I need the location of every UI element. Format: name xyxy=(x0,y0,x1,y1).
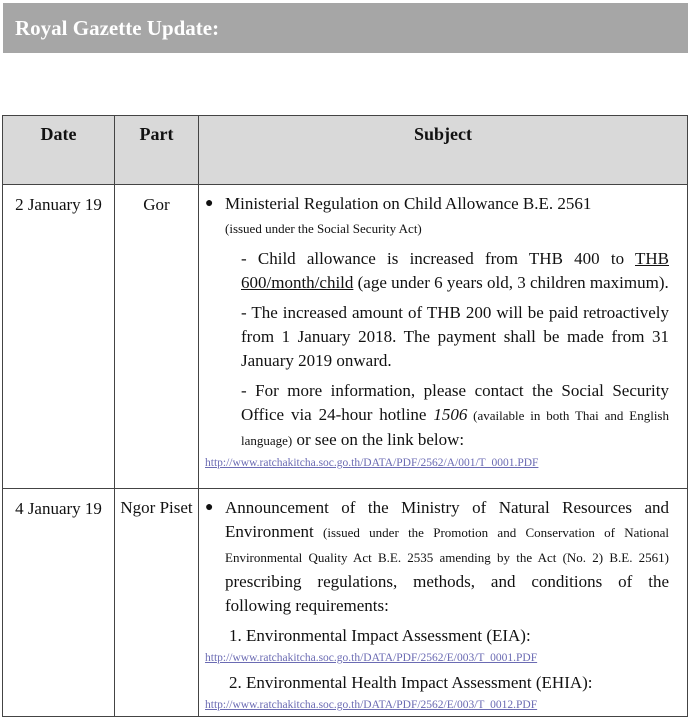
row-date xyxy=(3,185,115,489)
text: - For more information, please contact the Social Security Office via 24-hour hotline xyxy=(241,381,669,424)
hotline-number: 1506 xyxy=(433,405,468,424)
column-header-subject: Subject xyxy=(199,116,688,185)
text: (age under 6 years old, 3 children maximum). xyxy=(353,273,669,292)
header-bar xyxy=(3,3,688,53)
paragraph-contact xyxy=(205,379,669,453)
underlined-text: THB 600/month/child xyxy=(241,249,669,292)
gazette-link-eia[interactable]: http://www.ratchakitcha.soc.go.th/DATA/PDF/2562/E/003/T_0001.PDF xyxy=(205,652,538,664)
bullet-icon: ● xyxy=(205,500,214,515)
row-date xyxy=(3,489,115,717)
gazette-table xyxy=(2,115,688,717)
bullet-item xyxy=(205,192,669,241)
column-header-date: Date xyxy=(3,116,115,185)
table-header-row xyxy=(3,116,688,185)
column-header-part: Part xyxy=(115,116,199,185)
date-text: 2 January 19 xyxy=(15,195,102,214)
item-title-note: (issued under the Social Security Act) xyxy=(225,221,422,236)
part-text: Ngor Piset xyxy=(120,498,193,517)
row-part xyxy=(115,185,199,489)
table-row xyxy=(3,489,688,717)
date-text: 4 January 19 xyxy=(15,499,102,518)
small-text: (available in both Thai and English language) xyxy=(241,408,669,448)
table-row xyxy=(3,185,688,489)
paragraph-allowance xyxy=(205,247,669,295)
item-title: Ministerial Regulation on Child Allowance B.E. 2561 xyxy=(225,194,592,213)
item-title-note: (issued under the Promotion and Conservation of National Environmental Quality Act B.E. 2535 amending by the Act (No. 2) B.E. 2561) xyxy=(225,525,669,565)
bullet-item xyxy=(205,496,669,618)
gazette-link[interactable]: http://www.ratchakitcha.soc.go.th/DATA/PDF/2562/A/001/T_0001.PDF xyxy=(205,457,539,469)
list-item-ehia: 2. Environmental Health Impact Assessment (EHIA): xyxy=(229,673,593,692)
page-title: Royal Gazette Update: xyxy=(15,16,220,40)
text: or see on the link below: xyxy=(292,430,465,449)
text: - Child allowance is increased from THB 400 to xyxy=(241,249,635,268)
row-part xyxy=(115,489,199,717)
part-text: Gor xyxy=(143,195,170,214)
text: prescribing regulations, methods, and conditions of the following requirements: xyxy=(225,572,669,615)
bullet-icon: ● xyxy=(205,196,214,211)
row-subject xyxy=(199,489,688,717)
row-subject xyxy=(199,185,688,489)
paragraph-retroactive: - The increased amount of THB 200 will be paid retroactively from 1 January 2018. The payment shall be made from 31 January 2019 onward. xyxy=(241,303,669,370)
list-item-eia: 1. Environmental Impact Assessment (EIA): xyxy=(229,626,531,645)
gazette-link-ehia[interactable]: http://www.ratchakitcha.soc.go.th/DATA/PDF/2562/E/003/T_0012.PDF xyxy=(205,699,538,711)
item-title: Announcement of the Ministry of Natural Resources and Environment xyxy=(225,498,669,541)
